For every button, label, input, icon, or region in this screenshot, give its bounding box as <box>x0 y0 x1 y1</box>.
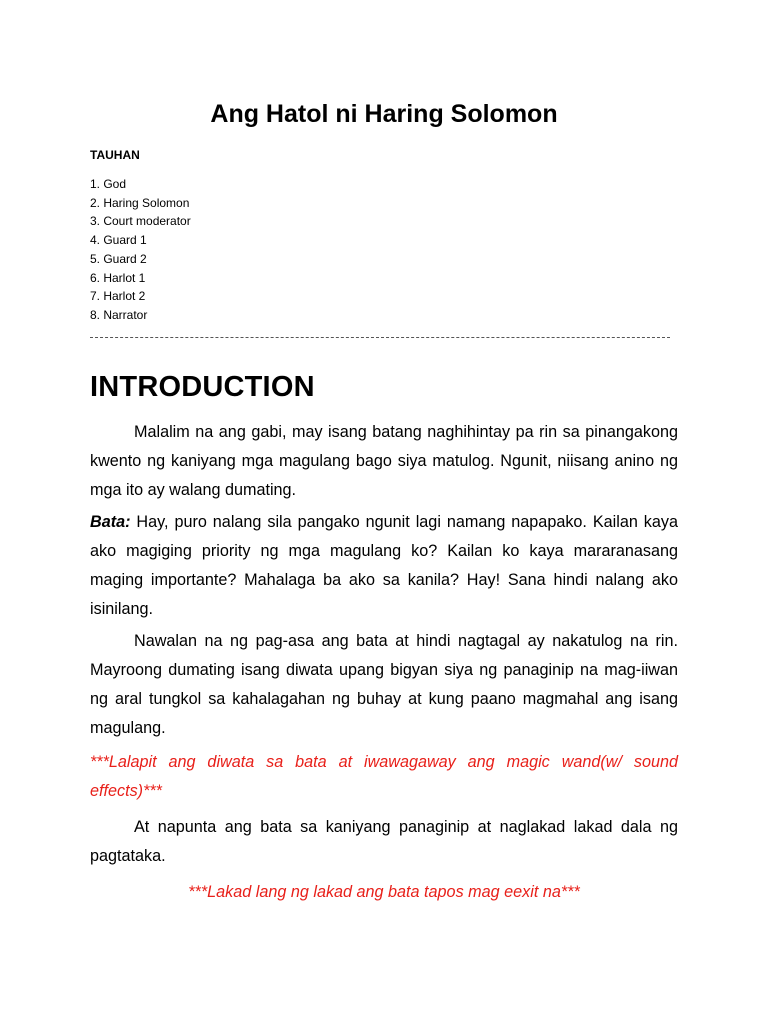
paragraph-dialogue <box>90 508 678 624</box>
paragraph-intro: Malalim na ang gabi, may isang batang naghihintay pa rin sa pinangakong kwento ng kaniyang mga magulang bago siya matulog. Ngunit, niisang anino ng mga ito ay walang dumating. <box>90 423 678 499</box>
section-heading: INTRODUCTION <box>90 371 315 403</box>
paragraph-dream: At napunta ang bata sa kaniyang panaginip at naglakad lakad dala ng pagtataka. <box>90 818 678 865</box>
dashed-divider <box>90 337 670 338</box>
dialogue-text: Hay, puro nalang sila pangako ngunit lagi namang napapako. Kailan kaya ako magiging priority ng mga magulang ko? Kailan ko kaya mararanasang maging importante? Mahalaga ba ako sa kanila? Hay! Sana hindi nalang ako isinilang. <box>90 513 678 618</box>
cast-item: 6. Harlot 1 <box>90 270 146 285</box>
stage-direction: ***Lakad lang ng lakad ang bata tapos mag eexit na*** <box>188 883 580 901</box>
cast-item: 5. Guard 2 <box>90 251 147 266</box>
cast-item: 1. God <box>90 177 127 191</box>
document-title: Ang Hatol ni Haring Solomon <box>210 100 558 128</box>
cast-list <box>90 175 191 325</box>
paragraph-narration: Nawalan na ng pag-asa ang bata at hindi nagtagal ay nakatulog na rin. Mayroong dumating isang diwata upang bigyan siya ng panaginip na mag-iiwan ng aral tungkol sa kahalagahan ng buhay at kung paano magmahal ang isang magulang. <box>90 632 678 737</box>
cast-item: 2. Haring Solomon <box>90 195 190 210</box>
speaker-label: Bata: <box>90 513 131 531</box>
cast-item: 8. Narrator <box>90 307 148 322</box>
stage-direction: ***Lalapit ang diwata sa bata at iwawagaway ang magic wand(w/ sound effects)*** <box>90 753 678 800</box>
cast-heading: TAUHAN <box>90 148 140 162</box>
cast-item: 4. Guard 1 <box>90 233 147 248</box>
cast-item: 7. Harlot 2 <box>90 289 146 304</box>
cast-item: 3. Court moderator <box>90 214 191 229</box>
